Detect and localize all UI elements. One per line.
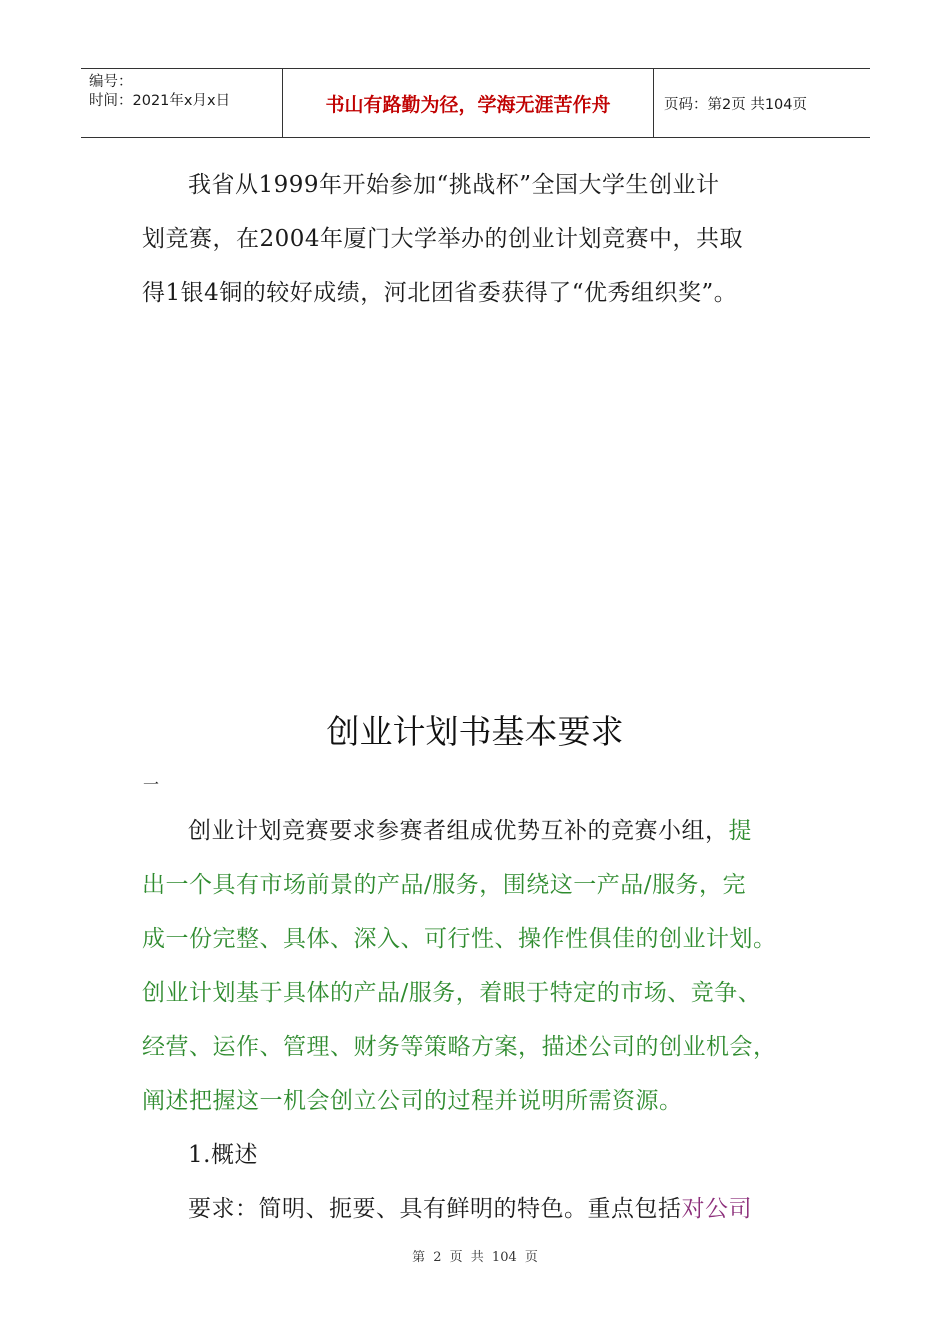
intro-line: 划竞赛，在2004年厦门大学举办的创业计划竞赛中，共取 (142, 226, 744, 252)
page-footer: 第 2 页 共 104 页 (412, 1250, 538, 1265)
intro-line: 我省从1999年开始参加“挑战杯”全国大学生创业计 (188, 172, 720, 198)
intro-paragraph (142, 158, 822, 320)
number-label: 编号： (89, 74, 133, 90)
section-title: 创业计划书基本要求 (326, 712, 624, 751)
req-line: 阐述把握这一机会创立公司的过程并说明所需资源。 (142, 1088, 683, 1114)
date-label: 时间：2021年x月x日 (89, 93, 231, 109)
section-marker: 一 (143, 775, 160, 794)
req-text-black: 创业计划竞赛要求参赛者组成优势互补的竞赛小组， (188, 818, 729, 844)
req-line: 成一份完整、具体、深入、可行性、操作性俱佳的创业计划。 (142, 926, 777, 952)
req-summary-purple: 对公司 (681, 1196, 752, 1222)
req-summary-line (142, 1182, 822, 1236)
item-heading: 1.概述 (188, 1142, 258, 1168)
header-motto: 书山有路勤为径，学海无涯苦作舟 (283, 69, 654, 137)
req-line (142, 804, 822, 858)
header-meta-cell (81, 69, 283, 137)
header-page-code: 页码：第2页 共104页 (664, 96, 808, 113)
document-header (81, 68, 870, 138)
req-line: 出一个具有市场前景的产品/服务，围绕这一产品/服务，完 (142, 872, 746, 898)
intro-line: 得1银4铜的较好成绩，河北团省委获得了“优秀组织奖”。 (142, 280, 738, 306)
req-line: 创业计划基于具体的产品/服务，着眼于特定的市场、竞争、 (142, 980, 762, 1006)
req-text-green: 提 (728, 818, 752, 844)
requirements-paragraph (142, 804, 822, 1236)
req-summary-black: 要求：简明、扼要、具有鲜明的特色。重点包括 (188, 1196, 682, 1222)
req-line: 经营、运作、管理、财务等策略方案，描述公司的创业机会， (142, 1034, 777, 1060)
